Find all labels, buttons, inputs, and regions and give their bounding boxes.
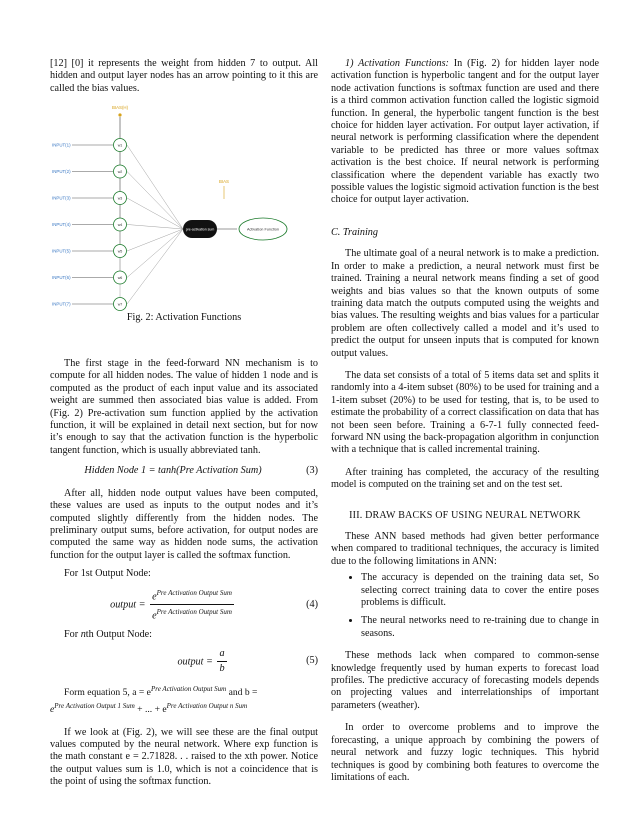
ab-sup-2: Pre Activation Output 1 Sum <box>54 701 135 710</box>
input-label: INPUT(1) <box>52 142 71 148</box>
hidden-node-label: w5 <box>117 249 123 254</box>
bias-output-label: BIAS <box>218 179 230 185</box>
paragraph-ab-definition <box>50 683 318 716</box>
hidden-node-label: w4 <box>117 223 123 228</box>
equation-5 <box>50 648 318 676</box>
section-c-heading: C. Training <box>331 226 378 238</box>
paragraph-final-output: If we look at (Fig. 2), we will see these are the final output values computed by the neural network. Where exp function is the math constant e = 2.71828. . . raised to the xth power. Notice the output values sum is 1.0, which is not a coincidence that is the point of using the softmax function. <box>50 726 318 788</box>
equation-3 <box>50 465 318 477</box>
hidden-node-label: w6 <box>117 276 123 281</box>
pre-activation-sum-label: pre-activation sum <box>185 227 215 232</box>
paragraph-hybrid-approach: In order to overcome problems and to improve the forecasting, a unique approach by combining the powers of neural network and fuzzy logic techniques. This hybrid techniques is good by combining both features to overcome the limitations of each. <box>331 722 599 783</box>
ab-sup-1: Pre Activation Output Sum <box>150 685 227 694</box>
hidden-node-label: w7 <box>117 302 123 307</box>
paragraph-after-training: After training has completed, the accuracy of the resulting model is computed on the training set and on the test set. <box>331 466 599 491</box>
label-nth-n: n <box>80 629 86 641</box>
equation-5-lhs: output = <box>177 655 213 667</box>
equation-3-number: (3) <box>306 465 318 477</box>
equation-5-number: (5) <box>306 655 318 667</box>
figure-caption: Fig. 2: Activation Functions <box>126 311 242 323</box>
activation-functions-body: In (Fig. 2) for hidden layer node activation function is hyperbolic tangent and for the output layer node activation functions is softmax function are used and there is a third common activation function called the logistic sigmoid function. In general, the hyperbolic tangent function is the best choice for hidden layer activation. For output layer activation, if neural network is performing classification where the dependent variable to be predicted has three or more values softmax activation is the best choice. If neural network is performing classification where the dependent variable has exactly two possible values the logistic sigmoid activation function is the best choice for output layer activation. <box>331 58 599 206</box>
ab-text-b: and b = <box>226 687 258 699</box>
equation-4 <box>50 587 318 624</box>
hidden-to-sum-edge <box>127 172 183 230</box>
left-column <box>50 58 318 789</box>
activation-function-label: Activation Function <box>246 227 280 232</box>
input-label: INPUT(4) <box>52 222 71 228</box>
ab-text-a: Form equation 5, a = e <box>64 687 151 699</box>
ab-sup-3: Pre Activation Output n Sum <box>166 701 248 710</box>
equation-4-denominator-base: e <box>152 610 157 622</box>
bias-hidden-dot <box>118 114 121 117</box>
right-column <box>331 58 599 784</box>
equation-4-lhs: output = <box>110 599 146 611</box>
paragraph-ann-limitations: These ANN based methods had given better performance when compared to traditional techniques, the accuracy is limited due to the following limitations in ANN: <box>331 531 599 567</box>
figure-2 <box>50 101 318 324</box>
paragraph-common-sense: These methods lack when compared to common-sense knowledge frequently used by human experts to forecast load profiles. The predictive accuracy of forecasting models depends on projecting values and interrelationships of important parameters (weather). <box>331 650 599 711</box>
equation-4-number: (4) <box>306 598 318 610</box>
intro-paragraph: [12] [0] it represents the weight from hidden 7 to output. All hidden and output layer nodes has an arrow pointing to it this are called the bias values. <box>50 58 318 94</box>
paragraph-output-nodes: After all, hidden node output values have been computed, these values are used as inputs to the output nodes and it’s computed slightly differently from the hidden nodes. The preliminary output sums, before activation, for output nodes are computed the same way as hidden node sums, the activation function for the output layer is called the softmax function. <box>50 487 318 561</box>
input-label: INPUT(7) <box>52 301 71 307</box>
bias-hidden-label: BIAS(H) <box>111 105 129 111</box>
equation-4-numerator-base: e <box>152 590 157 602</box>
hidden-to-sum-edge <box>127 229 183 278</box>
label-nth-pre: For <box>64 629 81 641</box>
hidden-to-sum-edge <box>127 225 183 230</box>
hidden-node-label: w3 <box>117 196 123 201</box>
hidden-node-label: w2 <box>117 170 123 175</box>
limitations-list <box>331 572 599 640</box>
hidden-to-sum-edge <box>127 229 183 304</box>
hidden-to-sum-edge <box>127 145 183 229</box>
paragraph-data-set: The data set consists of a total of 5 items data set and splits it randomly into a 4-item subset (80%) to be used for training and a 1-item subset (20%) to be used for testing, that is, to be used to estimate the probability of a correct classification on data that has not been seen before. Training a 6-7-1 fully connected feed-forward NN using the back-propagation algorithm in conjunction with a technique that is called incremental training. <box>331 369 599 456</box>
list-item: • The neural networks need to re-training due to change in seasons. <box>361 615 599 640</box>
hidden-to-sum-edge <box>127 198 183 229</box>
equation-5-fraction <box>217 648 226 676</box>
paragraph-hidden-computation: The first stage in the feed-forward NN mechanism is to compute for all hidden nodes. The value of hidden 1 node and is computed as the product of each input value and its associated weight are summed then associated bias value is added. From (Fig. 2) Pre-activation sum function applied by the activation function, it will be explained in detail next section, but for now it’s enough to say that the activation function is the hyperbolic tangent function, which is usually abbreviated tanh. <box>50 358 318 456</box>
network-diagram <box>50 101 318 307</box>
list-item: • The accuracy is depended on the training data set, So selecting correct training data to cover the entire poses problems is difficult. <box>361 572 599 609</box>
ab-text-c: e <box>50 704 55 716</box>
ab-text-d: + ... + e <box>134 704 167 716</box>
equation-5-numerator: a <box>217 648 226 662</box>
input-label: INPUT(3) <box>52 195 71 201</box>
input-label: INPUT(2) <box>52 169 71 175</box>
equation-4-numerator-exp: Pre Activation Output Sum <box>156 588 232 597</box>
equation-4-denominator-exp: Pre Activation Output Sum <box>156 608 232 617</box>
hidden-node-label: w1 <box>117 143 123 148</box>
equation-3-body: Hidden Node 1 = tanh(Pre Activation Sum) <box>84 465 262 477</box>
label-nth-output <box>50 629 318 641</box>
input-label: INPUT(5) <box>52 248 71 254</box>
equation-4-fraction <box>150 587 234 624</box>
label-nth-post: th Output Node: <box>85 629 153 641</box>
input-label: INPUT(6) <box>52 275 71 281</box>
activation-functions-heading: 1) Activation Functions: <box>345 58 449 69</box>
paragraph-activation-functions <box>331 58 599 207</box>
paragraph-training-goal: The ultimate goal of a neural network is to make a prediction. In order to make a prediction, a neural network must first be trained. Training a neural network means finding a set of good weights and bias values so that the known outputs of some training data match the outputs computed using the weights and bias values. The resulting weights and bias values for a particular problem are often collectively called a model and it’s used to predict the output for unseen inputs that is computed for known output values. <box>331 248 599 359</box>
section-3-heading: III. DRAW BACKS OF USING NEURAL NETWORK <box>349 509 581 521</box>
label-first-output: For 1st Output Node: <box>64 568 151 580</box>
equation-5-denominator: b <box>219 662 225 674</box>
